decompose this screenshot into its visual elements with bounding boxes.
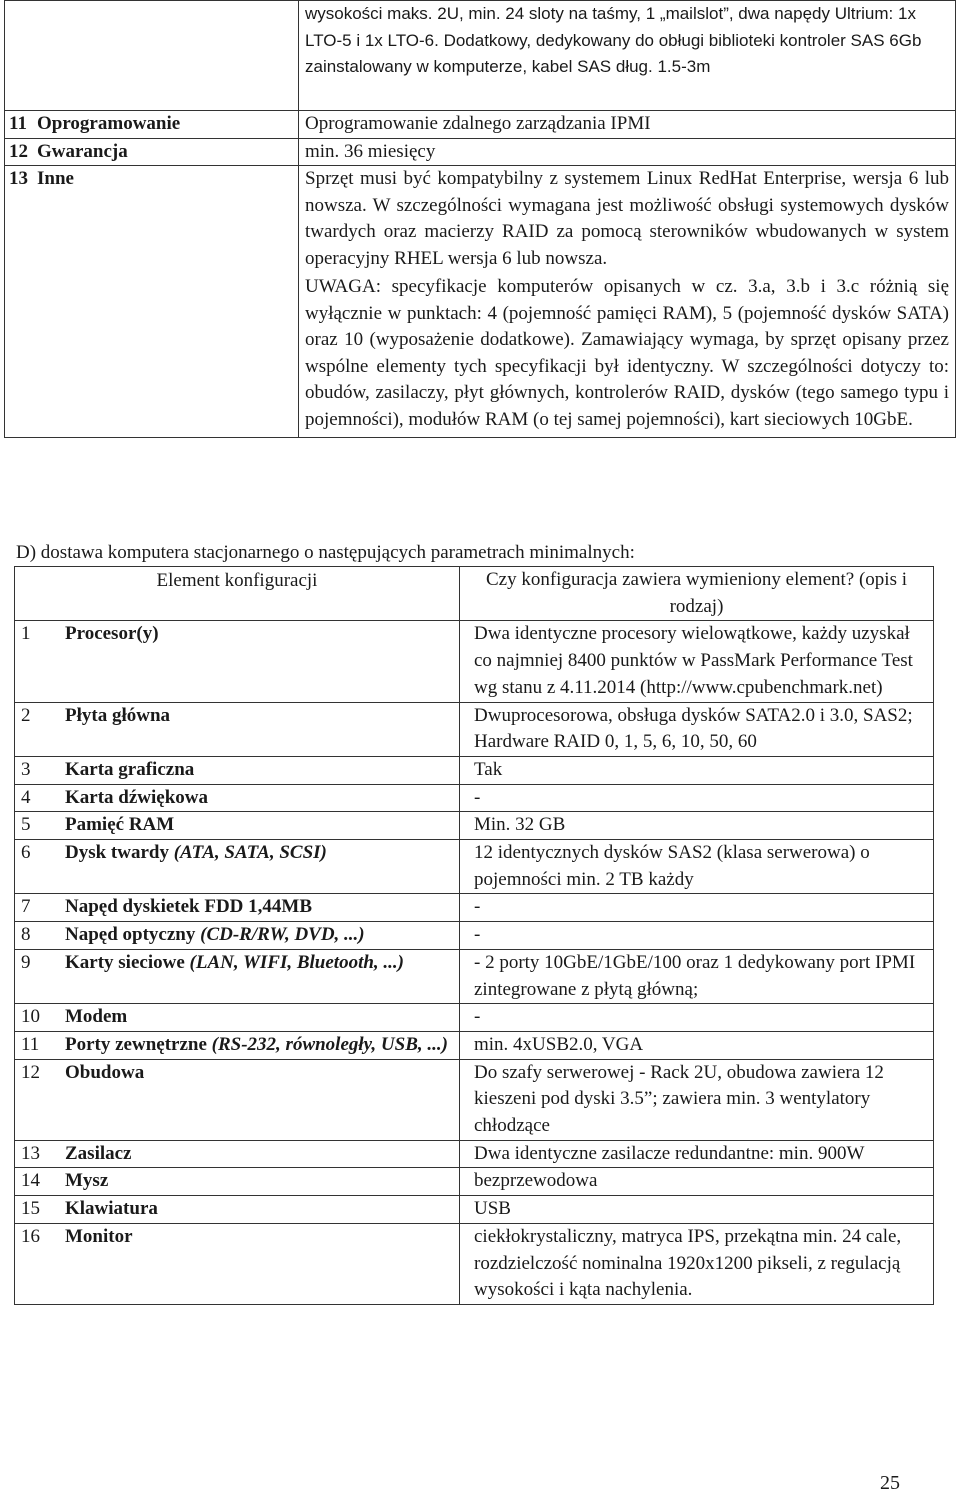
row-number: 4 <box>15 784 66 812</box>
row-label-text: Monitor <box>65 1225 133 1247</box>
table-row <box>15 840 934 894</box>
row-number: 3 <box>15 756 66 784</box>
row-value: Dwa identyczne procesory wielowątkowe, każdy uzyskał co najmniej 8400 punktów w PassMark Performance Test wg stanu z 4.11.2014 (http://www.cpubenchmark.net) <box>460 621 934 702</box>
row-label: Oprogramowanie <box>33 111 299 139</box>
row-value: Tak <box>460 756 934 784</box>
row-value: wysokości maks. 2U, min. 24 sloty na taśmy, 1 „mailslot”, dwa napędy Ultrium: 1x LTO-5 i 1x LTO-6. Dodatkowy, dedykowany do obługi biblioteki kontroler SAS 6Gb zainstalowany w komputerze, kabel SAS dług. 1.5-3m <box>299 1 956 111</box>
row-value: Min. 32 GB <box>460 812 934 840</box>
table-row <box>5 1 956 111</box>
row-label <box>65 922 460 950</box>
header-configuration: Czy konfiguracja zawiera wymieniony element? (opis i rodzaj) <box>460 567 934 621</box>
row-number: 10 <box>15 1004 66 1032</box>
row-number: 13 <box>5 166 34 438</box>
config-table <box>14 566 934 1305</box>
row-label <box>33 1 299 111</box>
row-label-text: Porty zewnętrzne <box>65 1033 207 1055</box>
row-value: - 2 porty 10GbE/1GbE/100 oraz 1 dedykowany port IPMI zintegrowane z płytą główną; <box>460 949 934 1003</box>
row-label-text: Procesor(y) <box>65 623 159 645</box>
table-row <box>15 702 934 756</box>
row-value: ciekłokrystaliczny, matryca IPS, przekątna min. 24 cale, rozdzielczość nominalna 1920x1200 pikseli, z regulacją wysokości i kąta nachylenia. <box>460 1223 934 1304</box>
row-number: 14 <box>15 1168 66 1196</box>
table-row <box>15 1140 934 1168</box>
row-label <box>65 702 460 756</box>
requirements-paragraph: Sprzęt musi być kompatybilny z systemem Linux RedHat Enterprise, wersja 6 lub nowsza. W szczególności wymagana jest możliwość obsługi systemowych dysków twardych oraz macierzy RAID za pomocą sterowników wbudowanych w system operacyjny RHEL wersja 6 lub nowsza. <box>305 168 949 269</box>
note-paragraph: UWAGA: specyfikacje komputerów opisanych w cz. 3.a, 3.b i 3.c różnią się wyłącznie w punktach: 4 (pojemność pamięci RAM), 5 (pojemność dysków SATA) oraz 10 (wyposażenie dodatkowe). Zamawiający wymaga, by sprzęt opisany przez wspólne elementy tych specyfikacji był identyczny. W szczególności dotyczy to: obudów, zasilaczy, płyt głównych, kontrolerów RAID, dysków (tego samego typu i pojemności), modułów RAM (o tej samej pojemności), kart sieciowych 10GbE. <box>305 276 949 430</box>
table-row <box>15 1031 934 1059</box>
row-label <box>65 812 460 840</box>
table-row <box>15 1196 934 1224</box>
row-value <box>299 166 956 438</box>
table-row <box>5 138 956 166</box>
table-row <box>15 756 934 784</box>
row-label <box>65 756 460 784</box>
row-value: min. 4xUSB2.0, VGA <box>460 1031 934 1059</box>
table-row <box>15 922 934 950</box>
row-number: 11 <box>5 111 34 139</box>
row-value: 12 identycznych dysków SAS2 (klasa serwerowa) o pojemności min. 2 TB każdy <box>460 840 934 894</box>
row-label-text: Pamięć RAM <box>65 814 175 836</box>
row-label-text: Klawiatura <box>65 1198 158 1220</box>
header-element: Element konfiguracji <box>15 567 460 621</box>
table-header-row <box>15 567 934 621</box>
row-value: min. 36 miesięcy <box>299 138 956 166</box>
row-value: Oprogramowanie zdalnego zarządzania IPMI <box>299 111 956 139</box>
row-label <box>65 1196 460 1224</box>
table-row <box>15 1004 934 1032</box>
row-number: 11 <box>15 1031 66 1059</box>
row-label <box>65 894 460 922</box>
row-number: 2 <box>15 702 66 756</box>
row-label-text: Zasilacz <box>65 1142 132 1164</box>
row-label-note: (CD-R/RW, DVD, ...) <box>200 924 365 946</box>
row-label-note: (RS-232, równoległy, USB, ...) <box>211 1033 448 1055</box>
row-label <box>65 1223 460 1304</box>
row-value: Dwuprocesorowa, obsługa dysków SATA2.0 i 3.0, SAS2; Hardware RAID 0, 1, 5, 6, 10, 50, 60 <box>460 702 934 756</box>
row-label <box>65 840 460 894</box>
row-number: 5 <box>15 812 66 840</box>
row-number: 6 <box>15 840 66 894</box>
row-number: 12 <box>5 138 34 166</box>
row-number: 1 <box>15 621 66 702</box>
row-number: 12 <box>15 1059 66 1140</box>
row-number: 7 <box>15 894 66 922</box>
table-row <box>15 621 934 702</box>
spec-table-continuation <box>4 0 956 438</box>
table-row <box>15 1223 934 1304</box>
row-number: 9 <box>15 949 66 1003</box>
table-row <box>15 949 934 1003</box>
table-row <box>15 1168 934 1196</box>
row-value: - <box>460 784 934 812</box>
row-value: USB <box>460 1196 934 1224</box>
section-heading: D) dostawa komputera stacjonarnego o następujących parametrach minimalnych: <box>16 542 635 563</box>
row-label: Inne <box>33 166 299 438</box>
row-label-text: Karta dźwiękowa <box>65 786 209 808</box>
row-label-note: (LAN, WIFI, Bluetooth, ...) <box>189 951 405 973</box>
row-value: - <box>460 922 934 950</box>
row-number: 8 <box>15 922 66 950</box>
row-number: 13 <box>15 1140 66 1168</box>
row-label: Gwarancja <box>33 138 299 166</box>
row-label-text: Napęd dyskietek FDD 1,44MB <box>65 896 313 918</box>
row-value: - <box>460 894 934 922</box>
row-label <box>65 1140 460 1168</box>
row-label-text: Dysk twardy <box>65 842 169 864</box>
row-label <box>65 784 460 812</box>
row-number <box>5 1 34 111</box>
row-label-text: Napęd optyczny <box>65 924 196 946</box>
table-row <box>15 1059 934 1140</box>
table-row <box>15 894 934 922</box>
row-label-text: Karta graficzna <box>65 758 195 780</box>
row-value: bezprzewodowa <box>460 1168 934 1196</box>
row-label-text: Obudowa <box>65 1061 145 1083</box>
row-label-text: Karty sieciowe <box>65 951 185 973</box>
row-label-text: Płyta główna <box>65 704 171 726</box>
row-label <box>65 1168 460 1196</box>
table-row <box>5 166 956 438</box>
row-label <box>65 949 460 1003</box>
row-value: Dwa identyczne zasilacze redundantne: min. 900W <box>460 1140 934 1168</box>
table-row <box>5 111 956 139</box>
row-label <box>65 1004 460 1032</box>
row-label <box>65 1059 460 1140</box>
page-number: 25 <box>880 1472 900 1494</box>
row-label <box>65 1031 460 1059</box>
row-label-text: Modem <box>65 1006 128 1028</box>
row-label <box>65 621 460 702</box>
row-value: - <box>460 1004 934 1032</box>
table-row <box>15 812 934 840</box>
table-row <box>15 784 934 812</box>
row-label-note: (ATA, SATA, SCSI) <box>173 842 327 864</box>
row-label-text: Mysz <box>65 1170 109 1192</box>
row-number: 16 <box>15 1223 66 1304</box>
row-value: Do szafy serwerowej - Rack 2U, obudowa zawiera 12 kieszeni pod dyski 3.5”; zawiera min. 3 wentylatory chłodzące <box>460 1059 934 1140</box>
row-number: 15 <box>15 1196 66 1224</box>
